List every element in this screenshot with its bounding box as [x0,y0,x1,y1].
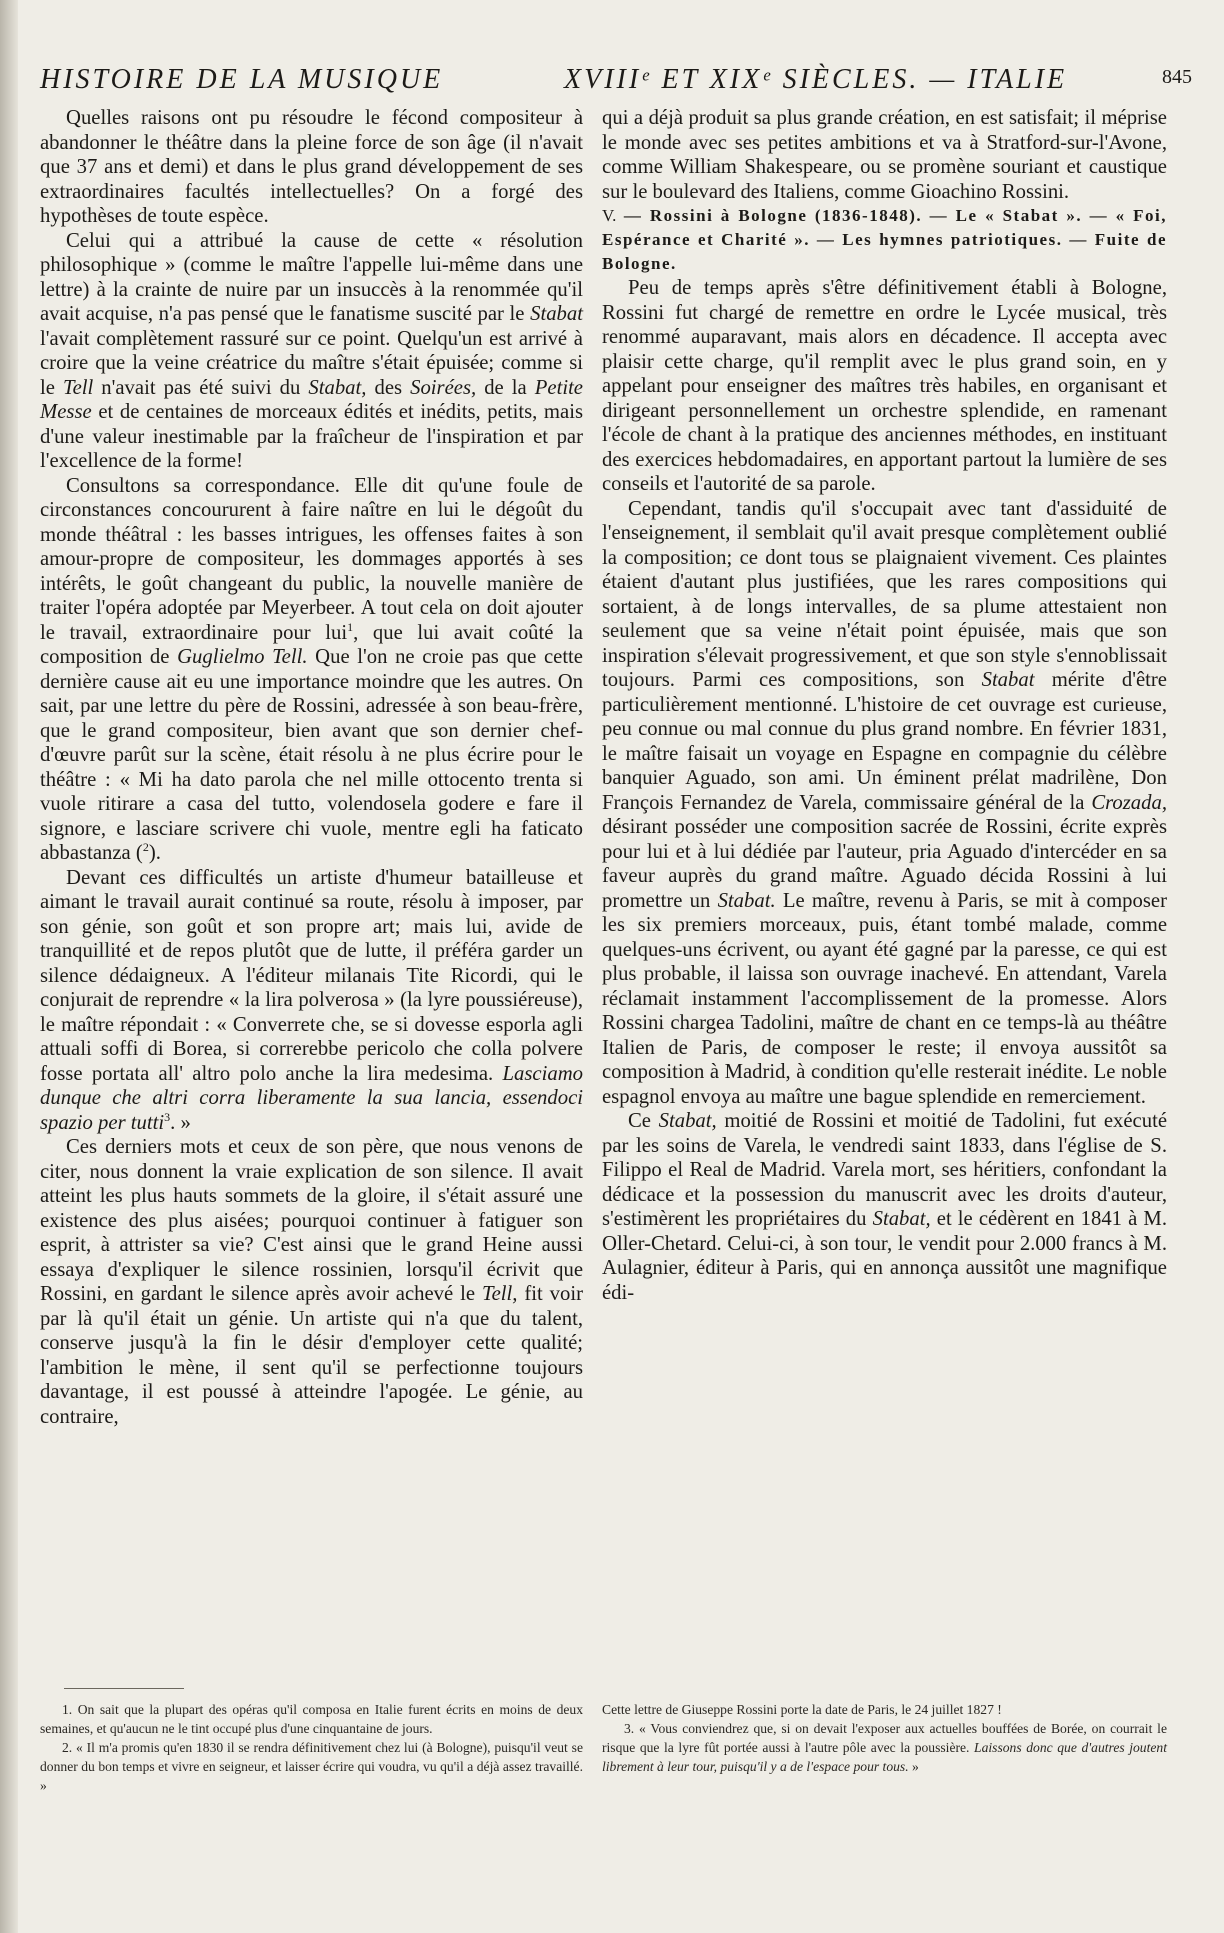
footnotes-right [602,1700,1167,1776]
paragraph: Consultons sa correspondance. Elle dit qu'une foule de circonstances concoururent à faire naître en lui le dégoût du monde théâtral : les basses intrigues, les offenses faites à son amour-propre de compositeur, les dommages apportés à ses intérêts, le goût changeant du public, la nouvelle manière de traiter l'opéra adoptée par Meyerbeer. A tout cela on doit ajouter le travail, extraordinaire pour lui$^1$, que lui avait coûté la composition de Guglielmo Tell. Que l'on ne croie pas que cette dernière cause ait eu une importance moindre que les autres. On sait, par une lettre du père de Rossini, adressée à son beau-frère, que le grand compositeur, bien avant que son dernier chef-d'œuvre parût sur la scène, était résolu à ne plus écrire pour le théâtre : « Mi ha dato parola che nel mille ottocento trenta si vuole ritirare a casa del tutto, volendosela godere e fare il signore, e lasciare scrivere chi vuole, mentre egli ha faticato abbastanza ($^2$). [40,474,583,864]
paragraph: Ce Stabat, moitié de Rossini et moitié de Tadolini, fut exécuté par les soins de Varela, le vendredi saint 1833, dans l'église de S. Filippo el Real de Madrid. Varela mort, ses héritiers, confondant la dédicace et la possession du manuscrit avec les droits d'auteur, s'estimèrent les propriétaires du Stabat, et le cédèrent en 1841 à M. Oller-Chetard. Celui-ci, à son tour, le vendit pour 2.000 francs à M. Aulagnier, éditeur à Paris, qui en annonça aussitôt une magnifique édi- [602,1110,1168,1304]
header-left-title: HISTOIRE DE LA MUSIQUE [40,64,444,95]
footnote-ref: 2 [142,840,149,855]
page-number: 845 [1162,66,1192,88]
footnote: 1. On sait que la plupart des opéras qu'il composa en Italie furent écrits en moins de deux semaines, et qu'aucun ne le tint occupé plus d'une cinquantaine de jours. [40,1702,583,1736]
paragraph: Ces derniers mots et ceux de son père, que nous venons de citer, nous donnent la vraie explication de son silence. Il avait atteint les plus hauts sommets de la gloire, il s'était assuré une existence des plus aisées; pourquoi continuer à fatiguer son esprit, à attrister sa vie? C'est ainsi que le grand Heine aussi essaya d'expliquer le silence rossinien, lorsqu'il écrivit que Rossini, en gardant le silence après avoir achevé le Tell, fit voir par là qu'il était un génie. Un artiste qui n'a que du talent, conserve jusqu'à la fin le désir d'employer cette qualité; l'ambition le mène, il sent qu'il se perfectionne toujours davantage, il est poussé à atteindre l'apogée. Le génie, au contraire, [40,1136,583,1428]
paragraph: qui a déjà produit sa plus grande création, en est satisfait; il méprise le monde avec ses petites ambitions et va à Stratford-sur-l'Avone, comme William Shakespeare, ou se promène souriant et caustique sur le boulevard des Italiens, comme Gioachino Rossini. [602,107,1167,203]
paragraph: Quelles raisons ont pu résoudre le fécond compositeur à abandonner le théâtre dans la pleine force de son âge (il n'avait que 37 ans et demi) et dans le plus grand développement de ses extraordinaires facultés intellectuelles? On a forgé des hypothèses de toute espèce. [40,107,583,227]
footnote-ref: 1 [347,619,354,634]
footnotes-left [40,1700,583,1795]
paragraph: Devant ces difficultés un artiste d'humeur batailleuse et aimant le travail aurait continué sa route, résolu à imposer, par son génie, son goût et son propre art; mais lui, avide de tranquillité et de repos plutôt que de lutte, il préféra garder un silence dédaigneux. A l'éditeur milanais Tite Ricordi, qui le conjurait de reprendre « la lira polverosa » (la lyre poussiéreuse), le maître répondait : « Converrete che, se si dovesse esporla agli attuali soffi di Borea, si correrebbe pericolo che colla polvere fosse portata all' altro polo anche la lira medesima. Lasciamo dunque che altri corra liberamente la sua lancia, essendoci spazio per tutti$^3$. » [40,866,583,1134]
paragraph: Cependant, tandis qu'il s'occupait avec tant d'assiduité de l'enseignement, il semblait qu'il avait presque complètement oublié la composition; ce dont tous se plaignaient vivement. Ces plaintes étaient d'autant plus justifiées, que les rares compositions qui sortaient, à de longs intervalles, de sa plume attestaient non seulement que sa veine n'était point épuisée, mais que son inspiration s'élevait progressivement, et que son style s'ennoblissait toujours. Parmi ces compositions, son Stabat mérite d'être particulièrement mentionné. L'histoire de cet ouvrage est curieuse, peu connue ou mal connue du plus grand nombre. En février 1831, le maître faisait un voyage en Espagne en compagnie du célèbre banquier Aguado, son ami. Un éminent prélat madrilène, Don François Fernandez de Varela, commissaire général de la Crozada, désirant posséder une composition sacrée de Rossini, écrite exprès pour lui et à lui dédiée par l'auteur, pria Aguado d'intercéder en sa faveur auprès du grand maître. Aguado décida Rossini à lui promettre un Stabat. Le maître, revenu à Paris, se mit à composer les six premiers morceaux, puis, étant tombé malade, comme quelques-uns écrivent, ou ayant été gagné par la paresse, ce qui est plus probable, il laissa son ouvrage inachevé. En attendant, Varela réclamait instamment l'accomplissement de la promesse. Alors Rossini chargea Tadolini, maître de chant en ce temps-là au théâtre Italien de Paris, de composer le reste; il envoya aussitôt sa composition à Madrid, à condition qu'elle resterait inédite. Le noble espagnol envoya au maître une bague splendide en remerciement. [602,497,1167,1108]
footnote-rule [64,1688,184,1689]
right-column [602,106,1167,1305]
paragraph: Peu de temps après s'être définitivement établi à Bologne, Rossini fut chargé de remettre en ordre le Lycée musical, très renommé auparavant, mais alors en décadence. Il accepta avec plaisir cette charge, qu'il remplit avec le plus grand soin, en y appelant pour enseigner des maîtres très habiles, en organisant et dirigeant personnellement un orchestre splendide, en ramenant l'école de chant à la pratique des anciennes méthodes, en instituant des exercices hebdomadaires, en apportant partout la lumière de ses conseils et l'autorité de sa parole. [602,277,1167,495]
page-binding-edge [0,0,18,1933]
footnote-ref: 3 [164,1109,171,1124]
footnote: 2. « Il m'a promis qu'en 1830 il se rendra définitivement chez lui (à Bologne), puisqu'il veut se donner du bon temps et vivre en seigneur, et laisser écrire qui voudra, vu qu'il a déjà assez travaillé. » [40,1740,583,1793]
left-column [40,106,583,1429]
footnote: 3. « Vous conviendrez que, si on devait l'exposer aux actuelles bouffées de Borée, on courrait le risque que la lyre fût portée aussi à l'autre pôle avec la poussière. Laissons donc que d'autres joutent librement à leur tour, puisqu'il y a de l'espace pour tous. » [602,1721,1167,1774]
footnote-continuation: Cette lettre de Giuseppe Rossini porte la date de Paris, le 24 juillet 1827 ! [602,1702,1002,1717]
running-header [40,64,1192,100]
header-right-title: XVIIIᵉ ET XIXᵉ SIÈCLES. — ITALIE [564,64,1068,95]
section-heading: V. — Rossini à Bologne (1836-1848). — Le « Stabat ». — « Foi, Espérance et Charité ». — Les hymnes patriotiques. — Fuite de Bologne. [602,206,1167,273]
paragraph: Celui qui a attribué la cause de cette « résolution philosophique » (comme le maître l'appelle lui-même dans une lettre) à la crainte de nuire par un insuccès à la renommée qu'il avait acquise, n'a pas pensé que le fanatisme suscité par le Stabat l'avait complètement rassuré sur ce point. Quelqu'un est arrivé à croire que la veine créatrice du maître s'était épuisée; comme si le Tell n'avait pas été suivi du Stabat, des Soirées, de la Petite Messe et de centaines de morceaux édités et inédits, petits, mais d'une valeur inestimable par la fraîcheur de l'inspiration et par l'excellence de la forme! [40,229,583,472]
